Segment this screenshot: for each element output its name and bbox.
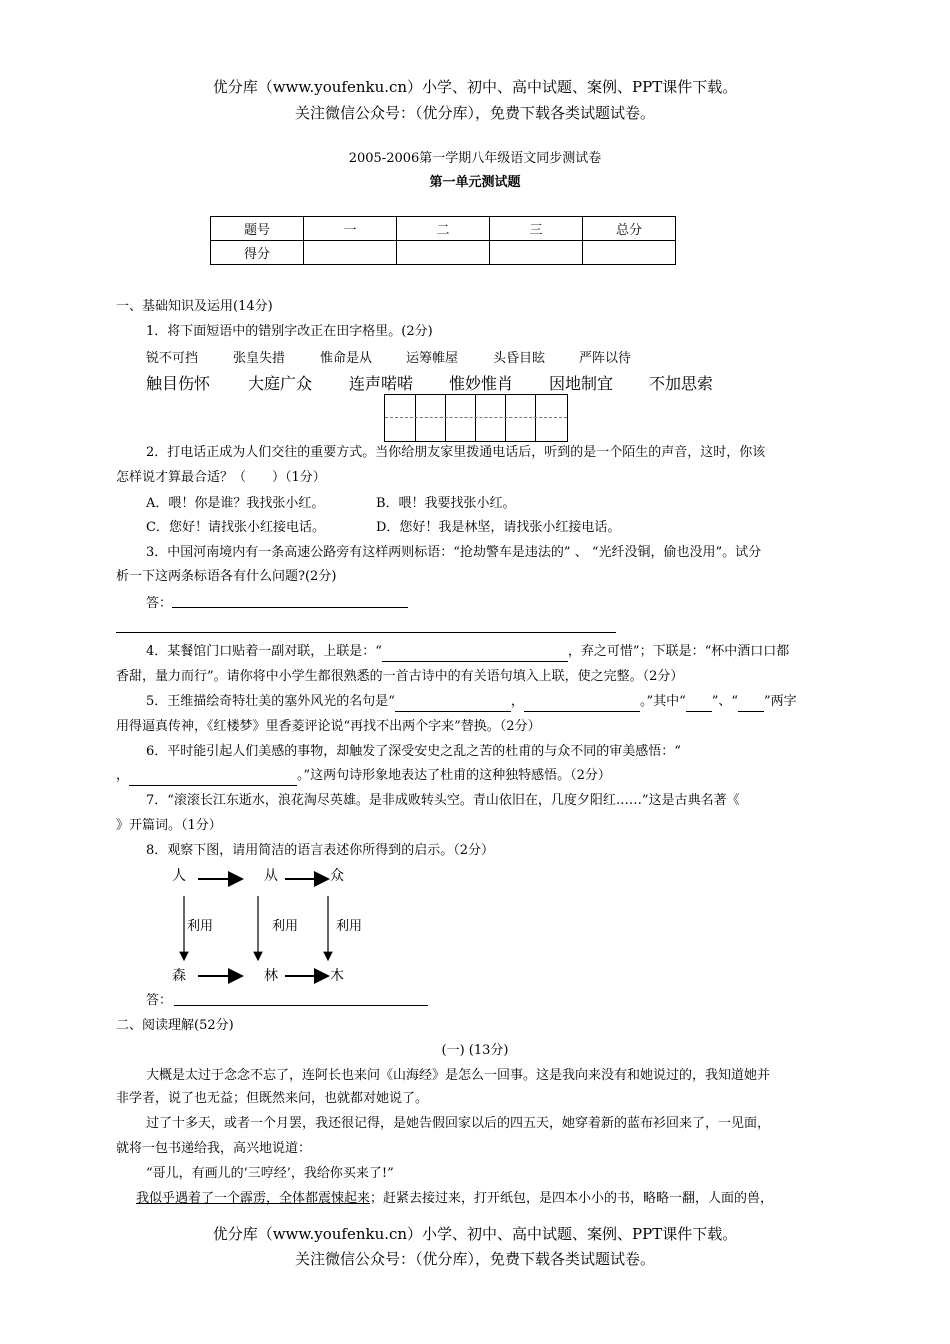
score-table-header-row [211, 217, 676, 241]
passage-line [136, 1189, 773, 1209]
exam-title: 2005-2006第一学期八年级语文同步测试卷 [348, 151, 602, 166]
grid-cell[interactable] [505, 395, 536, 441]
question-6-line1: 6．平时能引起人们美感的事物，却触发了深受安史之乱之苦的杜甫的与众不同的审美感悟：“ [146, 744, 681, 759]
site-banner-line2: 关注微信公众号：（优分库），免费下载各类试题试卷。 [294, 104, 655, 122]
question-5-line1 [146, 692, 797, 712]
idiom: 大庭广众 [248, 374, 313, 393]
site-footer-line1: 优分库（www.youfenku.cn）小学、初中、高中试题、案例、PPT课件下载。 [212, 1225, 738, 1243]
passage-line: 过了十多天，或者一个月罢，我还很记得，是她告假回家以后的四五天，她穿着新的蓝布衫回来了，一见面， [146, 1116, 771, 1131]
question-3-line1: 3．中国河南境内有一条高速公路旁有这样两则标语：“抢劫警车是违法的” 、 “光纤没铜，偷也没用”。试分 [146, 545, 762, 560]
char-mu: 木 [330, 968, 344, 984]
char-cong: 从 [264, 868, 278, 884]
question-2-line1: 2．打电话正成为人们交往的重要方式。当你给朋友家里拨通电话后，听到的是一个陌生的声音，这时，你该 [146, 445, 766, 460]
score-table [210, 216, 676, 265]
site-footer-line2: 关注微信公众号：（优分库），免费下载各类试题试卷。 [294, 1250, 655, 1268]
grid-cell[interactable] [415, 395, 446, 441]
reading-part-1: (一) (13分) [441, 1043, 509, 1058]
q6-text-a: ， [116, 768, 130, 783]
q4-blank[interactable] [382, 647, 568, 662]
question-5-line2: 用得逼真传神，《红楼梦》里香菱评论说“再找不出两个字来”替换。（2分） [116, 719, 541, 734]
passage-line: 非学者，说了也无益；但既然来问，也就都对她说了。 [116, 1091, 429, 1106]
passage-line: “哥儿，有画儿的‘三哼经’，我给你买来了!” [146, 1166, 394, 1181]
passage-text: ；赶紧去接过来，打开纸包，是四本小小的书，略略一翻，人面的兽， [370, 1191, 774, 1206]
q5-text-c: 。”其中“ [639, 694, 686, 709]
q5-blank-1[interactable] [395, 697, 511, 712]
passage-line: 大概是太过于念念不忘了，连阿长也来问《山海经》是怎么一回事。这是我向来没有和她说过的，我知道她并 [146, 1068, 771, 1083]
table-cell: 总分 [583, 217, 676, 241]
grid-cell[interactable] [535, 395, 565, 441]
idiom: 运筹帷屋 [406, 351, 459, 366]
question-2-line2: 怎样说才算最合适？（ ）（1分） [116, 470, 326, 485]
section1-heading: 一、基础知识及运用(14分) [116, 299, 273, 314]
answer-line[interactable] [116, 632, 616, 633]
option-b[interactable]: B．喂！我要找张小红。 [376, 496, 516, 511]
table-cell: 三 [490, 217, 583, 241]
grid-cell[interactable] [385, 395, 416, 441]
character-diagram [160, 862, 390, 992]
grid-cell[interactable] [475, 395, 506, 441]
passage-line: 就将一包书递给我，高兴地说道： [116, 1141, 312, 1156]
idiom: 锐不可挡 [146, 351, 199, 366]
table-cell: 一 [304, 217, 397, 241]
q5-text-a: 5．王维描绘奇特壮美的塞外风光的名句是“ [146, 694, 395, 709]
table-cell: 得分 [211, 241, 304, 265]
table-cell: 二 [397, 217, 490, 241]
grid-cell[interactable] [445, 395, 476, 441]
char-zhong: 众 [330, 868, 344, 884]
char-lin: 林 [264, 968, 278, 984]
score-input-cell[interactable] [397, 241, 490, 265]
section2-heading: 二、阅读理解(52分) [116, 1018, 234, 1033]
correction-grid[interactable] [384, 394, 568, 442]
score-input-cell[interactable] [490, 241, 583, 265]
underlined-sentence: 我似乎遇着了一个霹雳，全体都震悚起来 [136, 1191, 371, 1206]
idiom: 因地制宜 [549, 374, 614, 393]
answer-label-q8: 答： [146, 993, 173, 1008]
exam-subtitle: 第一单元测试题 [429, 175, 521, 190]
idiom: 触目伤怀 [146, 374, 211, 393]
answer-line[interactable] [172, 607, 408, 608]
q6-blank[interactable] [129, 771, 297, 786]
question-3-line2: 析一下这两条标语各有什么问题?(2分) [116, 569, 337, 584]
score-input-cell[interactable] [583, 241, 676, 265]
arrow-label: 利用 [187, 919, 214, 934]
table-cell: 题号 [211, 217, 304, 241]
idiom: 严阵以待 [579, 351, 632, 366]
idiom: 连声喏喏 [349, 374, 414, 393]
idiom: 惟妙惟肖 [449, 374, 514, 393]
question-7-line1: 7．“滚滚长江东逝水，浪花淘尽英雄。是非成败转头空。青山依旧在，几度夕阳红……”这是古典名著《 [146, 793, 740, 808]
q5-blank-2[interactable] [524, 697, 640, 712]
arrow-label: 利用 [336, 919, 363, 934]
q5-text-b: ， [510, 694, 524, 709]
q4-text-a: 4．某餐馆门口贴着一副对联，上联是：“ [146, 644, 382, 659]
idiom: 惟命是从 [320, 351, 373, 366]
option-a[interactable]: A．喂！你是谁？我找张小红。 [146, 496, 325, 511]
question-6-line2 [116, 766, 611, 786]
q6-text-b: 。”这两句诗形象地表达了杜甫的这种独特感悟。（2分） [297, 768, 611, 783]
q5-blank-4[interactable] [738, 697, 764, 712]
question-1: 1．将下面短语中的错别字改正在田字格里。(2分) [146, 324, 433, 339]
option-d[interactable]: D．您好！我是林坚，请找张小红接电话。 [376, 520, 621, 535]
idiom: 张皇失措 [233, 351, 286, 366]
char-ren: 人 [172, 868, 186, 884]
site-banner-line1: 优分库（www.youfenku.cn）小学、初中、高中试题、案例、PPT课件下载。 [212, 78, 738, 96]
q5-blank-3[interactable] [686, 697, 712, 712]
answer-label: 答： [146, 596, 173, 611]
score-input-cell[interactable] [304, 241, 397, 265]
option-c[interactable]: C．您好！请找张小红接电话。 [146, 520, 325, 535]
char-sen: 森 [172, 968, 186, 984]
question-7-line2: 》开篇词。（1分） [116, 818, 222, 833]
grid-midline [385, 417, 567, 418]
score-table-score-row [211, 241, 676, 265]
q4-text-b: ，弃之可惜”；下联是：“杯中酒口口都 [567, 644, 790, 659]
idiom: 不加思索 [649, 374, 714, 393]
question-4-line1 [146, 642, 789, 662]
q5-text-e: ”两字 [764, 694, 797, 709]
idiom: 头昏目眩 [493, 351, 546, 366]
question-4-line2: 香甜，量力而行”。请你将中小学生都很熟悉的一首古诗中的有关语句填入上联，使之完整。（2分） [116, 669, 684, 684]
q5-text-d: ”、“ [711, 694, 739, 709]
answer-line[interactable] [174, 1005, 428, 1006]
question-8: 8．观察下图，请用简洁的语言表述你所得到的启示。（2分） [146, 843, 495, 858]
arrow-label: 利用 [272, 919, 299, 934]
